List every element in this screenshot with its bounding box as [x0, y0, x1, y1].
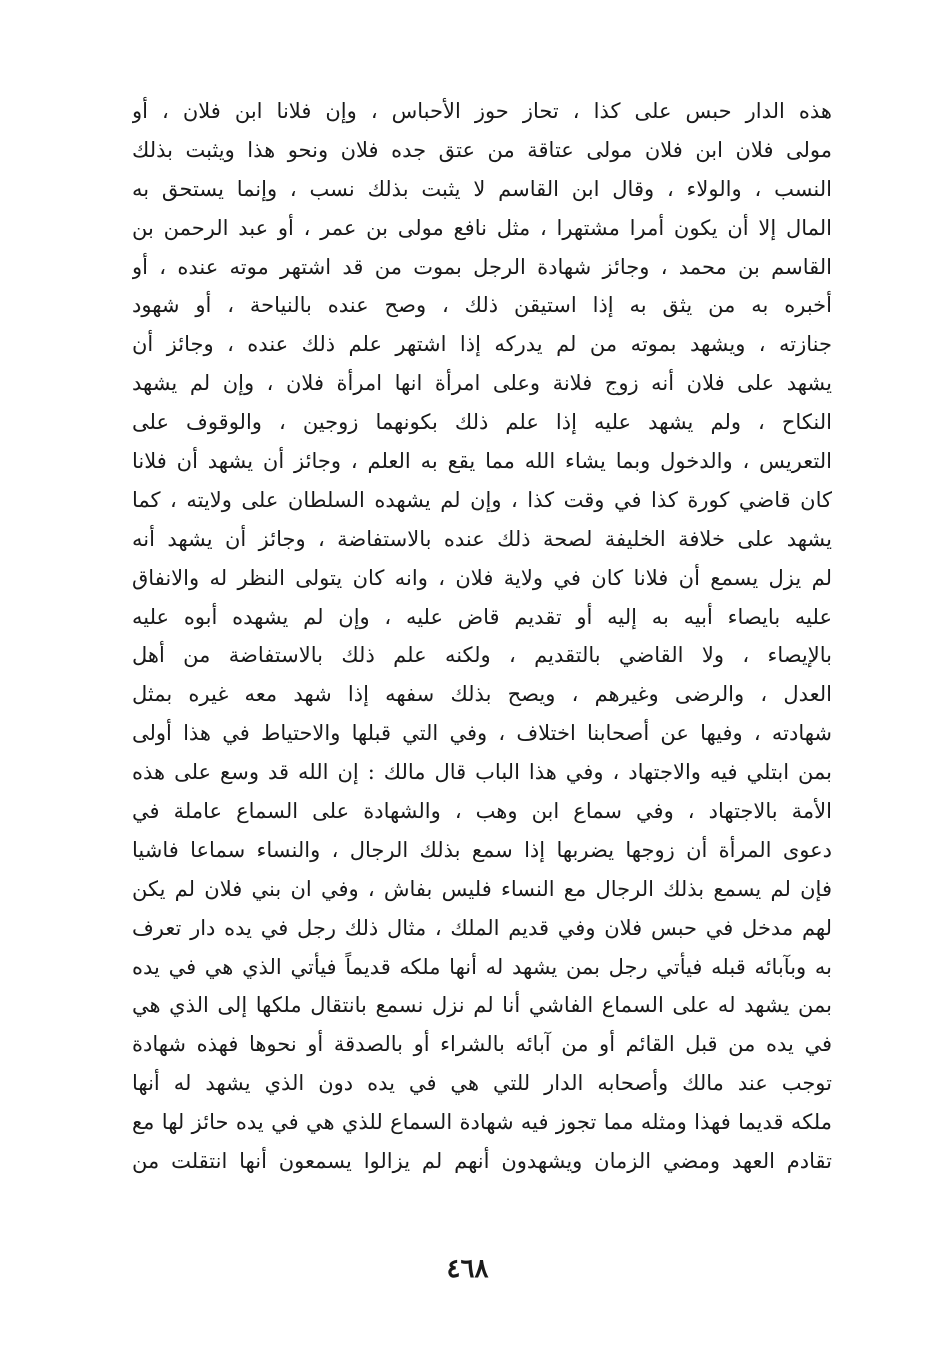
text-line: فإن لم يسمع بذلك الرجال مع النساء فليس بفاش ، وفي ان بني فلان لم يكن: [132, 876, 832, 901]
page-number: ٤٦٨: [446, 1254, 489, 1284]
text-line: المال إلا أن يكون أمرا مشتهرا ، مثل نافع مولى بن عمر ، أو عبد الرحمن بن: [132, 215, 832, 240]
text-line: عليه بايصاء أبيه به إليه أو تقديم قاض عليه ، وإن لم يشهده أبوه عليه: [132, 604, 832, 629]
text-line: النكاح ، ولم يشهد عليه إذا علم ذلك بكونهما زوجين ، والوقوف على: [132, 410, 832, 435]
text-line: لهم مدخل في حبس فلان وفي قديم الملك ، مثال ذلك رجل في يده دار تعرف: [132, 915, 832, 940]
text-line: يشهد على خلافة الخليفة لصحة ذلك عنده بالاستفاضة ، وجائز أن يشهد أنه: [132, 526, 832, 551]
text-line: التعريس ، والدخول وبما يشاء الله مما يقع به العلم ، وجائز أن يشهد أن فلانا: [132, 449, 832, 474]
text-line: أخبره به من يثق به إذا استيقن ذلك ، وصح عنده بالنياحة ، أو شهود: [132, 293, 832, 318]
text-line: هذه الدار حبس على كذا ، تحاز حوز الأحباس ، وإن فلانا ابن فلان ، أو: [132, 99, 832, 123]
text-line: توجب عند مالك وأصحابه الدار للتي هي في يده دون الذي يشهد له أنها: [132, 1071, 832, 1096]
text-line: كان قاضي كورة كذا في وقت كذا ، وإن لم يشهده السلطان على ولايته ، كما: [132, 487, 832, 512]
text-line: لم يزل يسمع أن فلانا كان في ولاية فلان ، وانه كان يتولى النظر له والانفاق: [132, 565, 832, 590]
text-line: في يده من قبل القائم أو من آبائه بالشراء أو بالصدقة أو نحوها فهذه شهادة: [132, 1032, 832, 1057]
body-text: [132, 92, 832, 1181]
text-line: الأمة بالاجتهاد ، وفي سماع ابن وهب ، والشهادة على السماع عاملة في: [132, 799, 832, 824]
text-line: ملكه قديما فهذا ومثله مما تجوز فيه شهادة السماع للذي هي في يده حائز لها مع: [132, 1110, 832, 1135]
text-line: بمن يشهد له على السماع الفاشي أنا لم نزل نسمع بانتقال ملكها إلى الذي هي: [132, 993, 832, 1018]
text-line: به وبآبائه قبله فيأتي رجل بمن يشهد له أنها ملكه قديماً فيأتي الذي هي في يده: [132, 954, 832, 979]
text-line: تقادم العهد ومضي الزمان ويشهدون أنهم لم يزالوا يسمعون أنها انتقلت من: [132, 1149, 832, 1174]
text-line: العدل ، والرضى وغيرهم ، ويصح بذلك سفهه إذا شهد معه غيره بمثل: [132, 682, 832, 707]
text-line: مولى فلان ابن فلان مولى عتاقة من عتق جده فلان ونحو هذا ويثبت بذلك: [132, 137, 832, 162]
text-line: النسب ، والولاء ، وقال ابن القاسم لا يثبت بذلك نسب ، وإنما يستحق به: [132, 176, 832, 201]
text-line: القاسم بن محمد ، وجائز شهادة الرجل بموت من قد اشتهر موته عنده ، أو: [132, 254, 832, 279]
text-line: شهادته ، وفيها عن أصحابنا اختلاف ، وفي التي قبلها والاحتياط في هذا أولى: [132, 721, 832, 746]
text-line: دعوى المرأة أن زوجها يضربها إذا سمع بذلك الرجال ، والنساء سماعا فاشيا: [132, 837, 832, 862]
text-line: بمن ابتلي فيه والاجتهاد ، وفي هذا الباب قال مالك : إن الله قد وسع على هذه: [132, 760, 832, 785]
text-line: بالإيصاء ، ولا القاضي بالتقديم ، ولكنه علم ذلك بالاستفاضة من أهل: [132, 643, 832, 668]
text-line: جنازته ، ويشهد بموته من لم يدركه إذا اشتهر علم ذلك عنده ، وجائز أن: [132, 332, 832, 357]
text-line: يشهد على فلان أنه زوج فلانة وعلى امرأة انها امرأة فلان ، وإن لم يشهد: [132, 371, 832, 396]
